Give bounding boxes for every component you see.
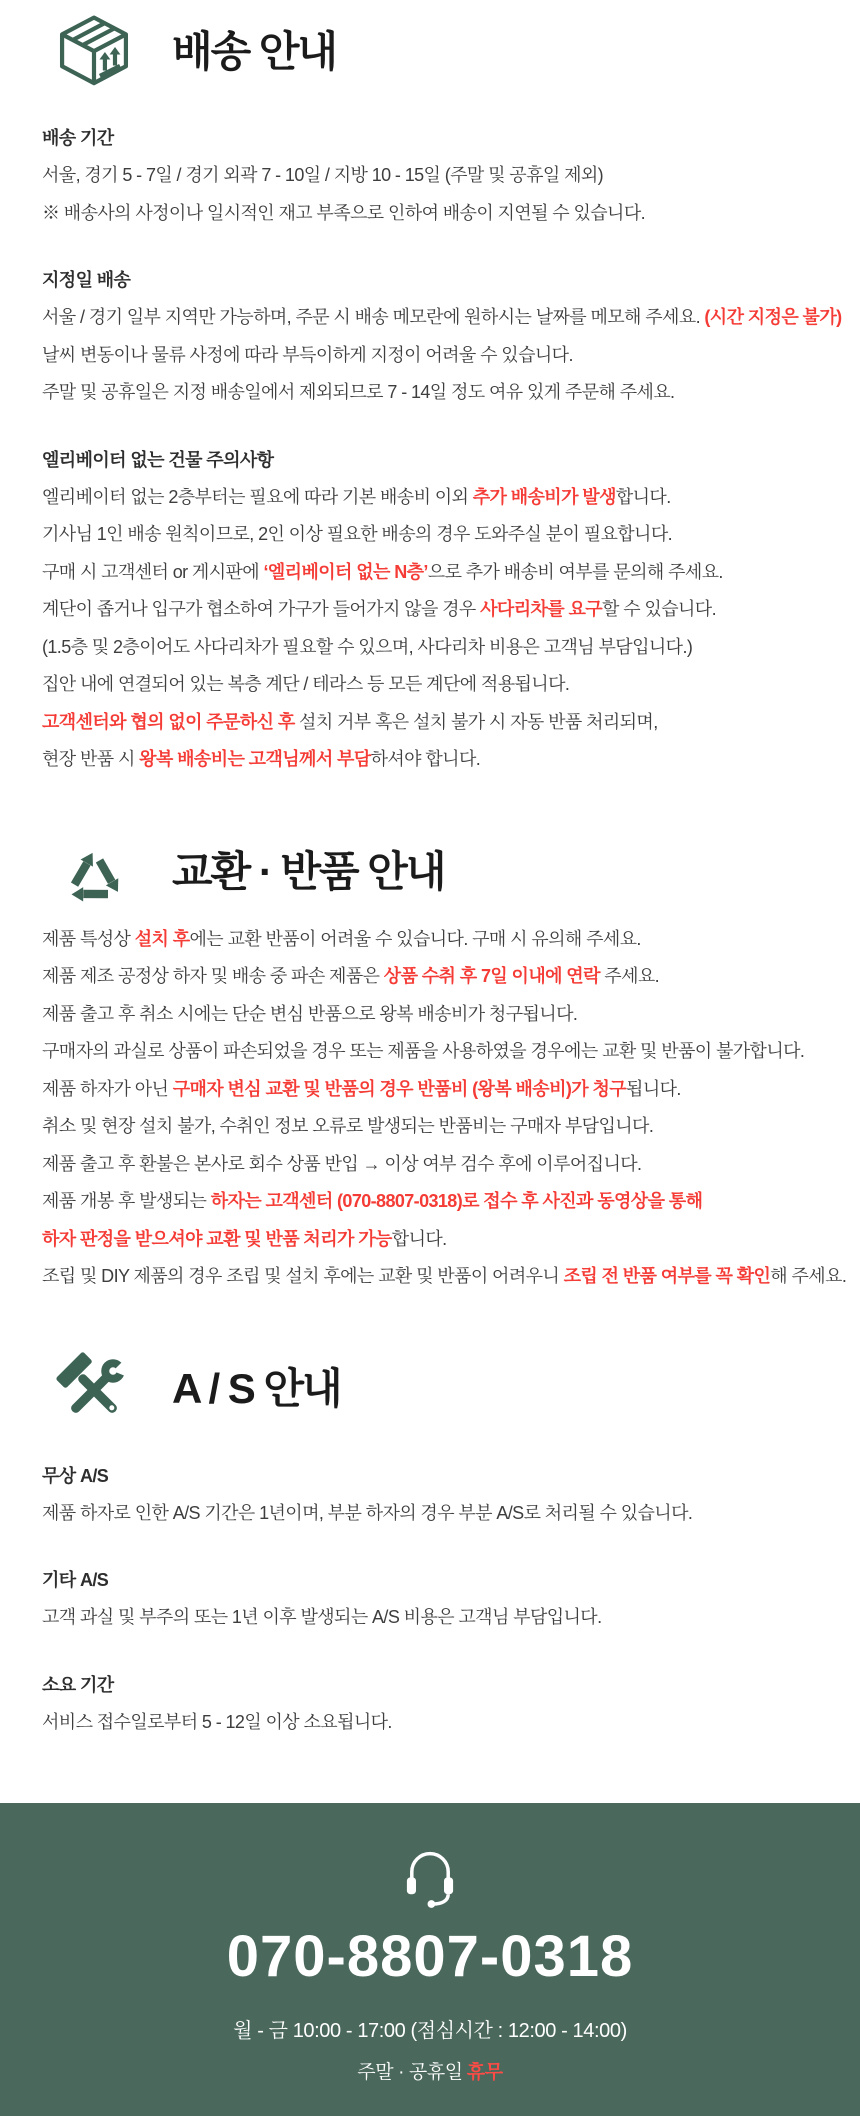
text-segment: 주세요. [599, 966, 660, 986]
section-header [0, 1348, 860, 1432]
block-heading: 무상 A/S [42, 1465, 109, 1486]
text-block [42, 1458, 830, 1533]
text-segment: 제품 출고 후 환불은 본사로 회수 상품 반입 → 이상 여부 검수 후에 이루어집니다. [42, 1153, 642, 1174]
text-segment: 조립 및 DIY 제품의 경우 조립 및 설치 후에는 교환 및 반품이 어려우니 [42, 1266, 564, 1286]
text-block [42, 1562, 830, 1637]
text-segment: 서울 / 경기 일부 지역만 가능하며, 주문 시 배송 메모란에 원하시는 날짜를 메모해 주세요. [42, 307, 705, 327]
text-segment: 됩니다. [626, 1078, 681, 1099]
text-segment: 서비스 접수일로부터 5 - 12일 이상 소요됩니다. [42, 1711, 392, 1732]
highlight-text: 왕복 배송비는 고객님께서 부담 [139, 749, 371, 769]
info-line [42, 666, 830, 704]
highlight-text: 조립 전 반품 여부를 꼭 확인 [563, 1266, 771, 1286]
text-segment: 주말 및 공휴일은 지정 배송일에서 제외되므로 7 - 14일 정도 여유 있게 주문해 주세요. [42, 382, 675, 402]
text-block [42, 262, 842, 412]
info-line [42, 195, 830, 233]
holiday-prefix: 주말 · 공휴일 [357, 2062, 463, 2083]
block-heading: 기타 A/S [42, 1570, 109, 1590]
highlight-text: 하자는 고객센터 (070-8807-0318)로 접수 후 사진과 동영상을 통해 [210, 1191, 703, 1211]
info-line [42, 554, 830, 592]
text-segment: 서울, 경기 5 - 7일 / 경기 외곽 7 - 10일 / 지방 10 - 15일 (주말 및 공휴일 제외) [42, 165, 604, 185]
text-segment: 해 주세요. [770, 1266, 847, 1286]
section-header [0, 10, 860, 94]
text-block [42, 120, 830, 232]
text-segment: ※ 배송사의 사정이나 일시적인 재고 부족으로 인하여 배송이 지연될 수 있습니다. [42, 202, 646, 223]
section-header [0, 831, 860, 915]
highlight-text: 사다리차를 요구 [480, 599, 603, 619]
block-heading: 배송 기간 [42, 128, 114, 148]
text-block [42, 921, 847, 1296]
block-heading: 엘리베이터 없는 건물 주의사항 [42, 449, 274, 470]
section-body [0, 1432, 860, 1742]
info-line [42, 516, 830, 554]
text-segment: 현장 반품 시 [42, 749, 140, 769]
text-segment: 구매 시 고객센터 or 게시판에 [42, 561, 264, 582]
info-line [42, 958, 830, 996]
text-segment: 설치 거부 혹은 설치 불가 시 자동 반품 처리되며, [299, 711, 658, 732]
info-line [42, 1258, 847, 1296]
info-line [42, 921, 830, 959]
highlight-text: 하자 판정을 받으셔야 교환 및 반품 처리가 가능 [42, 1228, 392, 1249]
business-hours: 월 - 금 10:00 - 17:00 (점심시간 : 12:00 - 14:00) [233, 2020, 627, 2042]
text-segment: 기사님 1인 배송 원칙이므로, 2인 이상 필요한 배송의 경우 도와주실 분이 필요합니다. [42, 524, 673, 544]
text-segment: 고객 과실 및 부주의 또는 1년 이후 발생되는 A/S 비용은 고객님 부담입니다. [42, 1607, 602, 1627]
info-line [42, 629, 830, 667]
info-line [42, 157, 830, 195]
text-segment: 제품 하자로 인한 A/S 기간은 1년이며, 부분 하자의 경우 부분 A/S로 처리될 수 있습니다. [42, 1502, 693, 1523]
info-line [42, 479, 830, 517]
info-line [42, 996, 830, 1034]
phone-number: 070-8807-0318 [226, 1924, 634, 1989]
footer [0, 1803, 860, 2116]
info-line [42, 337, 830, 375]
text-segment: 구매자의 과실로 상품이 파손되었을 경우 또는 제품을 사용하였을 경우에는 교환 및 반품이 불가합니다. [42, 1041, 805, 1061]
text-segment: 제품 특성상 [42, 928, 135, 949]
info-line [42, 374, 830, 412]
text-segment: 집안 내에 연결되어 있는 복층 계단 / 테라스 등 모든 계단에 적용됩니다. [42, 674, 570, 694]
tools-icon [52, 1348, 136, 1432]
info-line [42, 299, 842, 337]
holiday-notice [357, 2057, 502, 2084]
text-segment: (1.5층 및 2층이어도 사다리차가 필요할 수 있으며, 사다리차 비용은 고객님 부담입니다.) [42, 636, 693, 657]
text-segment: 제품 제조 공정상 하자 및 배송 중 파손 제품은 [42, 966, 384, 986]
section-title: 배송 안내 [172, 27, 336, 75]
highlight-text: 고객센터와 협의 없이 주문하신 후 [42, 711, 300, 732]
info-line [42, 704, 830, 742]
text-segment: 으로 추가 배송비 여부를 문의해 주세요. [427, 561, 723, 582]
section-body [0, 915, 860, 1296]
text-segment: 하셔야 합니다. [370, 749, 481, 769]
text-segment: 제품 개봉 후 발생되는 [42, 1191, 211, 1211]
highlight-text: (시간 지정은 불가) [704, 307, 842, 327]
info-line [42, 1033, 830, 1071]
highlight-text: 추가 배송비가 발생 [472, 486, 616, 507]
text-segment: 에는 교환 반품이 어려울 수 있습니다. 구매 시 유의해 주세요. [189, 928, 641, 949]
info-line [42, 1704, 830, 1742]
section-title: A / S 안내 [172, 1365, 341, 1413]
section-title: 교환 · 반품 안내 [172, 848, 445, 896]
info-line [42, 1495, 830, 1533]
holiday-status: 휴무 [466, 2062, 503, 2083]
highlight-text: 설치 후 [134, 928, 190, 949]
info-line [42, 591, 830, 629]
section-body [0, 94, 860, 779]
text-segment: 제품 출고 후 취소 시에는 단순 변심 반품으로 왕복 배송비가 청구됩니다. [42, 1003, 578, 1024]
info-line [42, 1183, 830, 1221]
text-segment: 합니다. [615, 486, 671, 507]
block-heading: 소요 기간 [42, 1674, 114, 1695]
block-heading: 지정일 배송 [42, 270, 131, 290]
info-line [42, 1599, 830, 1637]
recycle-icon [52, 831, 136, 915]
info-line [42, 1221, 830, 1259]
info-line [42, 1071, 830, 1109]
headset-icon [395, 1841, 465, 1911]
text-block [42, 442, 830, 779]
text-segment: 엘리베이터 없는 2층부터는 필요에 따라 기본 배송비 이외 [42, 486, 473, 507]
highlight-text: 구매자 변심 교환 및 반품의 경우 반품비 (왕복 배송비)가 청구 [172, 1078, 627, 1099]
box-icon [52, 10, 136, 94]
section-shipping [0, 10, 860, 779]
text-segment: 날씨 변동이나 물류 사정에 따라 부득이하게 지정이 어려울 수 있습니다. [42, 344, 573, 365]
text-segment: 제품 하자가 아닌 [42, 1078, 173, 1099]
highlight-text: ‘엘리베이터 없는 N층’ [263, 561, 428, 582]
text-segment: 할 수 있습니다. [602, 599, 716, 619]
text-segment: 계단이 좁거나 입구가 협소하여 가구가 들어가지 않을 경우 [42, 599, 481, 619]
section-after-service [0, 1348, 860, 1742]
info-line [42, 741, 830, 779]
info-line [42, 1146, 830, 1184]
text-block [42, 1667, 830, 1742]
text-segment: 취소 및 현장 설치 불가, 수취인 정보 오류로 발생되는 반품비는 구매자 부담입니다. [42, 1116, 654, 1136]
highlight-text: 상품 수취 후 7일 이내에 연락 [383, 966, 600, 986]
section-exchange-return [0, 831, 860, 1296]
text-segment: 합니다. [391, 1228, 447, 1249]
info-line [42, 1108, 830, 1146]
